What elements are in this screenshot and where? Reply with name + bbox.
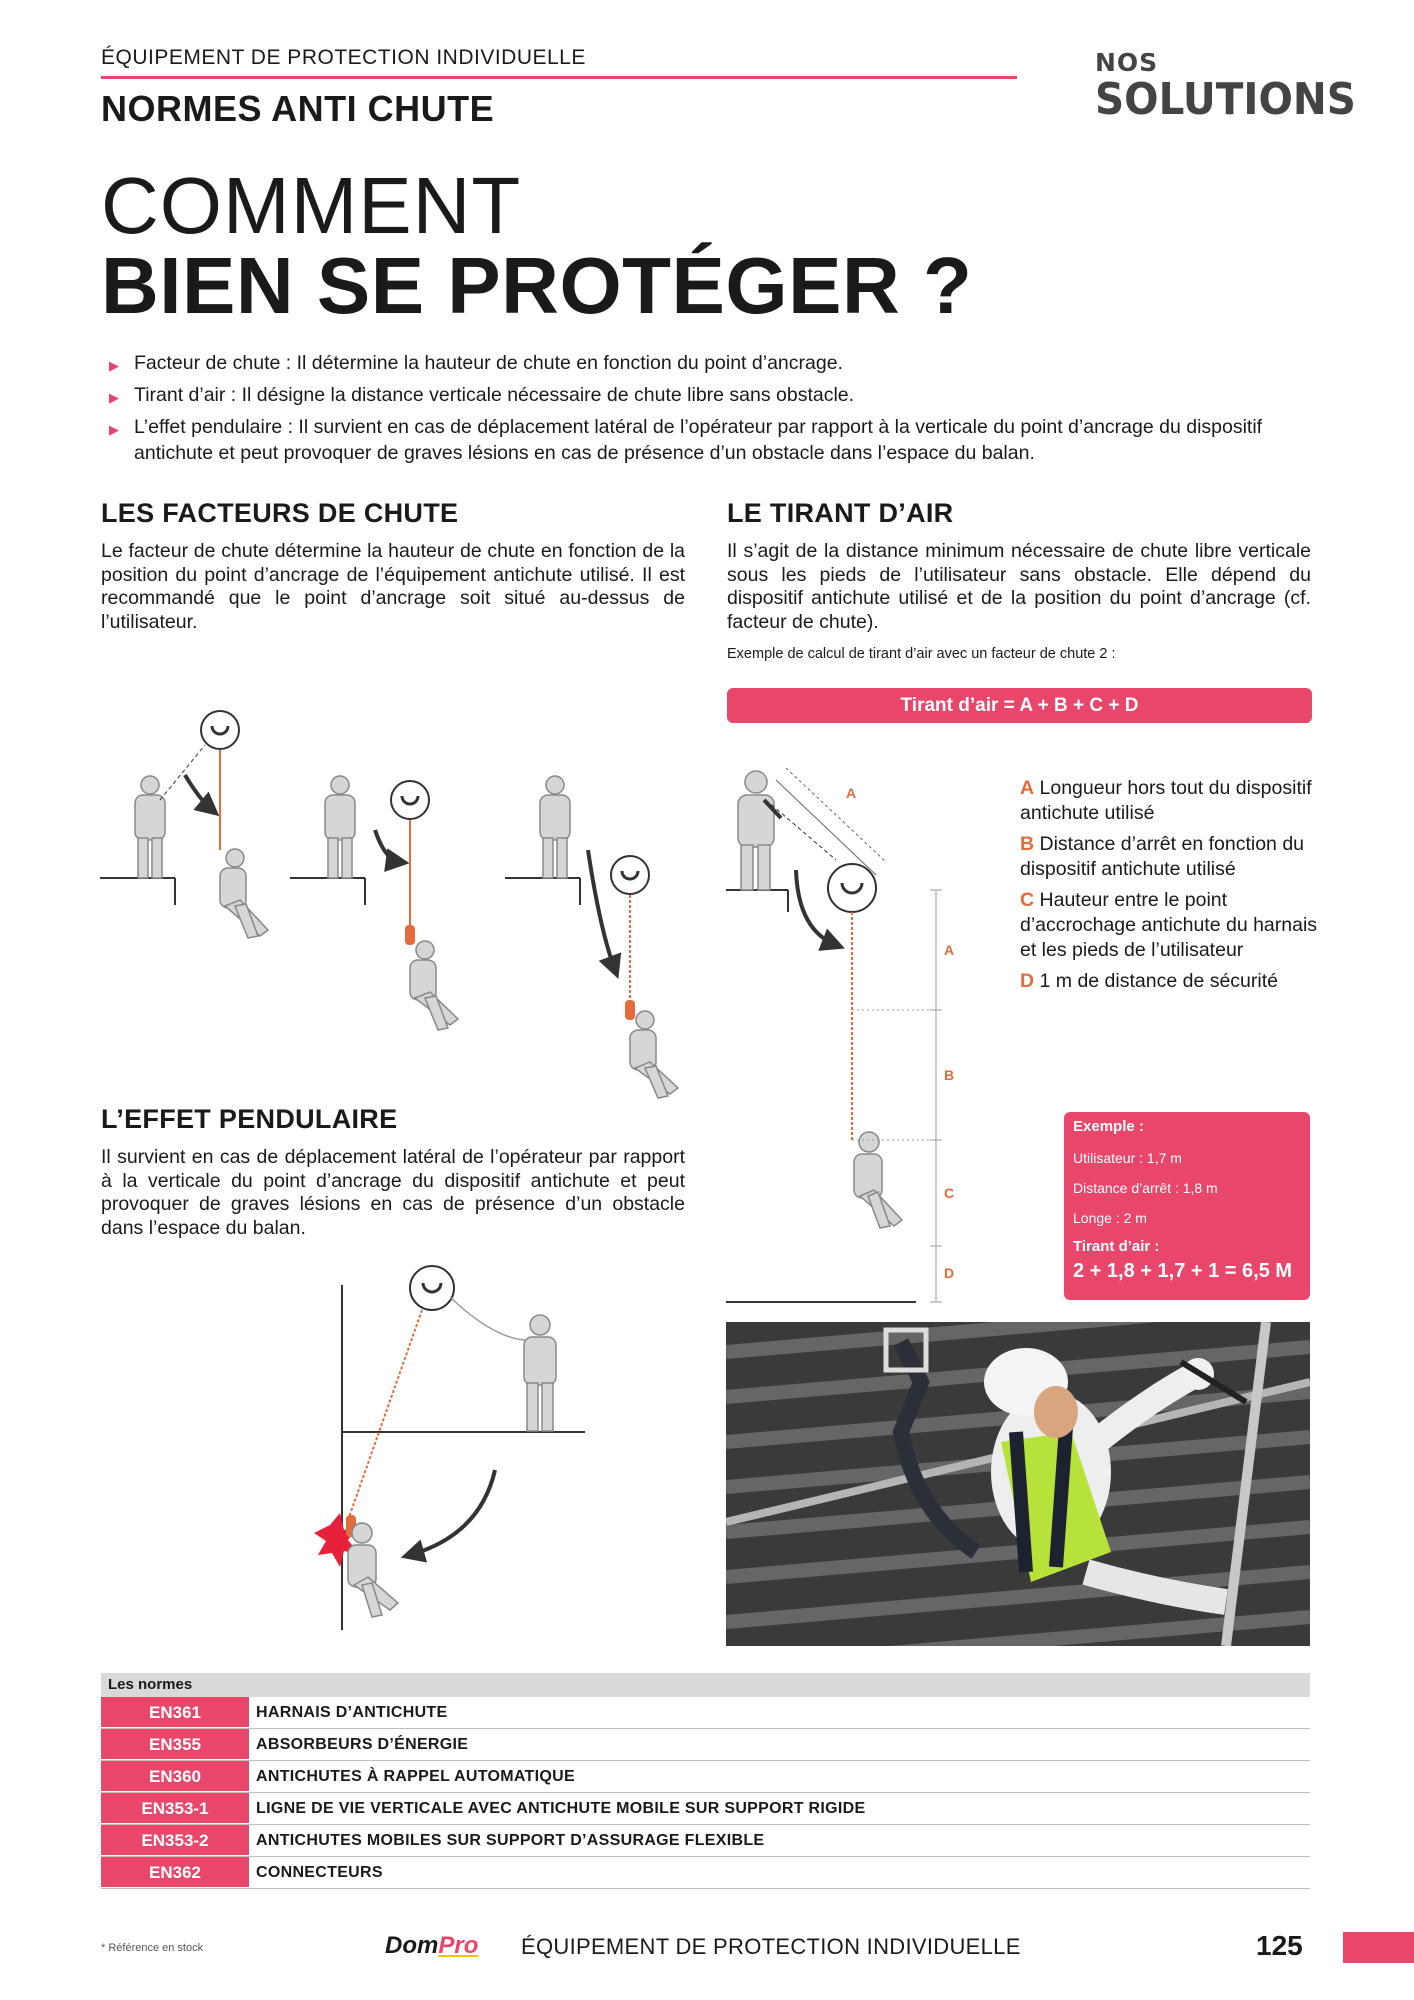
legend-item-d: D 1 m de distance de sécurité	[1020, 970, 1278, 992]
example-distance: Distance d’arrêt : 1,8 m	[1073, 1180, 1218, 1196]
brand-small: NOS	[1095, 48, 1159, 77]
example-result: 2 + 1,8 + 1,7 + 1 = 6,5 M	[1073, 1260, 1293, 1282]
table-row	[101, 1825, 1310, 1857]
list-item: ▶ L’effet pendulaire : Il survient en cas de déplacement latéral de l’opérateur par rapport à la verticale du point d’ancrage du dispositif antichute et peut provoquer de graves lésions en cas de présence d’un obstacle dans l’espace du balan.	[109, 416, 1263, 464]
table-row	[101, 1697, 1310, 1729]
section-category: ÉQUIPEMENT DE PROTECTION INDIVIDUELLE	[101, 46, 586, 69]
footer-title: ÉQUIPEMENT DE PROTECTION INDIVIDUELLE	[521, 1934, 1021, 1959]
table-row	[101, 1793, 1310, 1825]
headline-light: COMMENT	[101, 161, 522, 250]
norm-description: HARNAIS D’ANTICHUTE	[256, 1703, 448, 1721]
stock-footnote: * Référence en stock	[101, 1942, 204, 1954]
table-row	[101, 1761, 1310, 1793]
legend-item-b: B Distance d’arrêt en fonction du dispositif antichute utilisé	[1020, 833, 1305, 880]
example-longe: Longe : 2 m	[1073, 1210, 1147, 1226]
page-tab-marker	[1343, 1932, 1414, 1963]
list-item: ▶ Facteur de chute : Il détermine la hauteur de chute en fonction du point d’ancrage.	[109, 350, 1309, 376]
norm-description: ANTICHUTES À RAPPEL AUTOMATIQUE	[256, 1767, 575, 1785]
diagram-label-d: D	[944, 1265, 955, 1281]
example-result-label: Tirant d’air :	[1073, 1238, 1160, 1255]
example-box	[1064, 1112, 1310, 1300]
norm-code: EN360	[101, 1761, 249, 1792]
norm-description: ABSORBEURS D’ÉNERGIE	[256, 1735, 469, 1753]
norm-description: ANTICHUTES MOBILES SUR SUPPORT D’ASSURAGE FLEXIBLE	[256, 1831, 765, 1849]
section-title: NORMES ANTI CHUTE	[101, 88, 495, 129]
worker-photo-illustration	[726, 1322, 1310, 1646]
diagram-label-a: A	[944, 942, 955, 958]
clearance-diagram	[726, 740, 966, 1310]
triangle-bullet-icon: ▶	[109, 422, 119, 437]
legend-item-c: C Hauteur entre le point d’accrochage antichute du harnais et les pieds de l’utilisateur	[1020, 889, 1318, 961]
pendulum-illustration	[300, 1255, 600, 1635]
table-row	[101, 1857, 1310, 1889]
table-row	[101, 1729, 1310, 1761]
pendulaire-title: L’EFFET PENDULAIRE	[101, 1104, 398, 1134]
example-title: Exemple :	[1073, 1118, 1144, 1135]
norm-code: EN362	[101, 1857, 249, 1888]
dompro-logo: DomPro	[385, 1932, 479, 1959]
diagram-label-a-top: A	[846, 785, 857, 801]
norm-description: CONNECTEURS	[256, 1863, 383, 1881]
norm-code: EN353-1	[101, 1793, 249, 1824]
brand-large: SOLUTIONS	[1095, 74, 1356, 125]
facteurs-text: Le facteur de chute détermine la hauteur de chute en fonction de la position du point d’ancrage de l’équipement antichute utilisé. Il est recommandé que le point d’ancrage soit situé au-dessus de l’utilisateur.	[101, 540, 685, 633]
legend-item-a: A Longueur hors tout du dispositif antichute utilisé	[1020, 777, 1312, 824]
worker-photo	[726, 1322, 1310, 1646]
example-user: Utilisateur : 1,7 m	[1073, 1150, 1182, 1166]
example-intro: Exemple de calcul de tirant d’air avec un facteur de chute 2 :	[727, 646, 1116, 662]
diagram-label-c: C	[944, 1185, 955, 1201]
intro-list	[109, 350, 1309, 472]
norm-code: EN355	[101, 1729, 249, 1760]
fall-factor-illustration	[100, 700, 700, 1100]
facteurs-title: LES FACTEURS DE CHUTE	[101, 498, 459, 528]
norms-table-header: Les normes	[101, 1673, 1310, 1697]
diagram-label-b: B	[944, 1067, 955, 1083]
category-rule	[101, 76, 1017, 79]
tirant-title: LE TIRANT D’AIR	[727, 498, 954, 528]
norm-code: EN361	[101, 1697, 249, 1728]
norm-code: EN353-2	[101, 1825, 249, 1856]
pendulaire-text: Il survient en cas de déplacement latéral de l’opérateur par rapport à la verticale du point d’ancrage du dispositif antichute et peut provoquer de graves lésions en cas de présence d’un obstacle dans l’espace du balan.	[101, 1146, 685, 1239]
triangle-bullet-icon: ▶	[109, 390, 119, 405]
norms-table	[101, 1673, 1310, 1889]
formula-banner: Tirant d’air = A + B + C + D	[727, 688, 1312, 723]
tirant-text: Il s’agit de la distance minimum nécessaire de chute libre verticale sous les pieds de l’utilisateur sans obstacle. Elle dépend du dispositif antichute utilisé et de la position du point d’ancrage (cf. facteur de chute).	[727, 540, 1311, 633]
clearance-legend	[1020, 776, 1320, 1000]
page-number: 125	[1256, 1930, 1303, 1961]
triangle-bullet-icon: ▶	[109, 358, 119, 373]
norm-description: LIGNE DE VIE VERTICALE AVEC ANTICHUTE MOBILE SUR SUPPORT RIGIDE	[256, 1799, 866, 1817]
list-item: ▶ Tirant d’air : Il désigne la distance verticale nécessaire de chute libre sans obstacle.	[109, 382, 1309, 408]
headline-bold: BIEN SE PROTÉGER ?	[101, 241, 973, 330]
